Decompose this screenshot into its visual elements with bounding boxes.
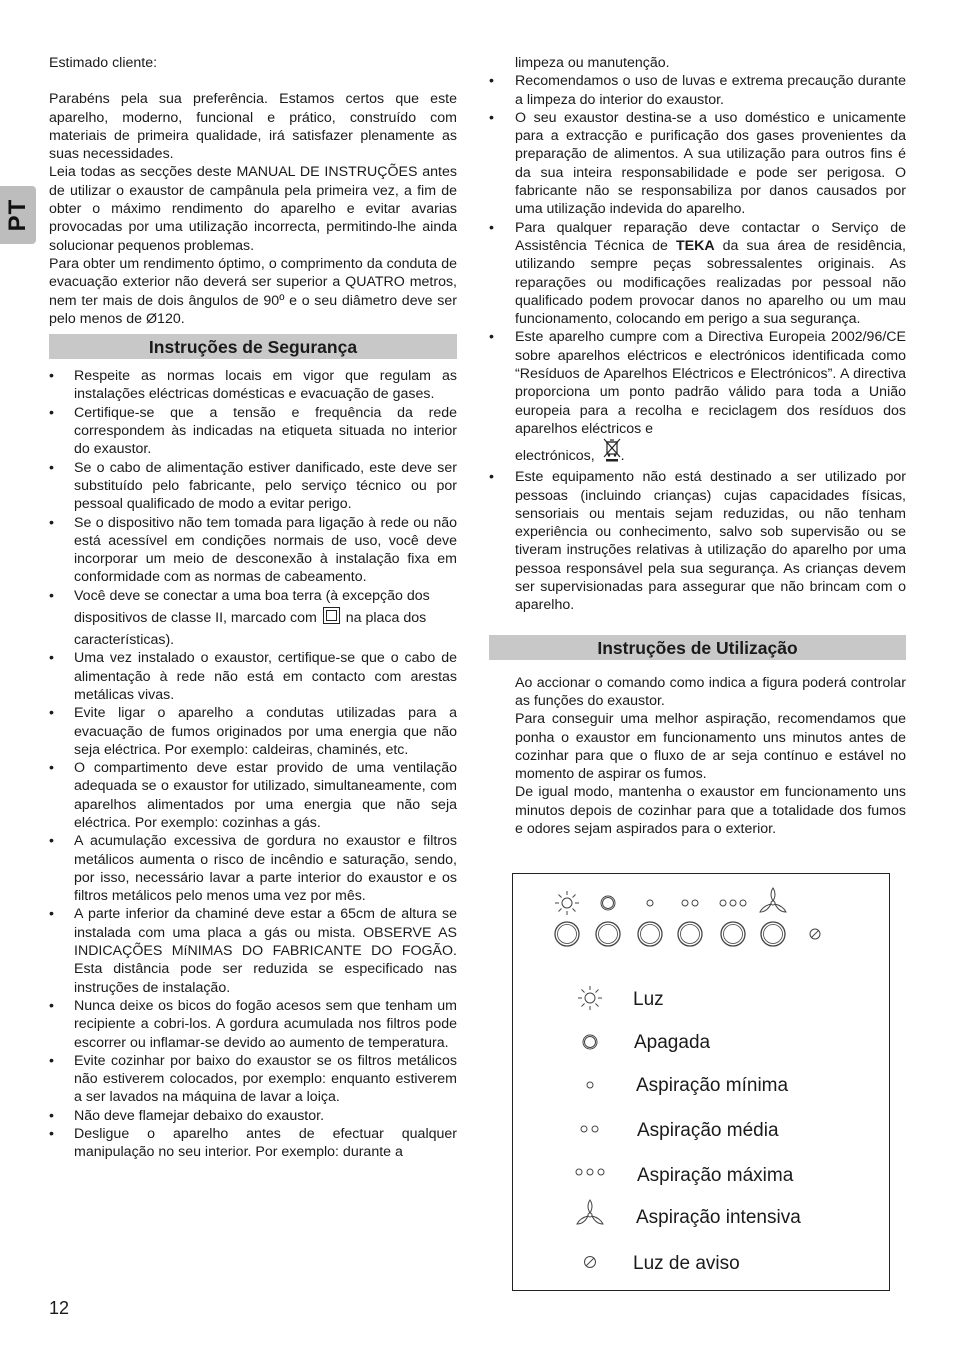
list-item: • Se o cabo de alimentação estiver danificado, este deve ser substituído pelo fabricante, pelo serviço técnico ou por pessoal qualificado de modo a evitar perigo.	[49, 459, 457, 514]
speed-3-button[interactable]	[721, 922, 745, 946]
speed-1-icon	[647, 900, 653, 906]
class-ii-text-2: dispositivos de classe II, marcado com	[74, 610, 317, 627]
list-item: • Uma vez instalado o exaustor, certifique-se que o cabo de alimentação à rede não está em contacto com arestas metálicas vivas.	[49, 649, 457, 704]
class-ii-double-square-icon	[323, 607, 340, 624]
page-number: 12	[49, 1298, 70, 1318]
intro-paragraph-2: Leia todas as secções deste MANUAL DE INSTRUÇÕES antes de utilizar o exaustor de campânula pela primeira vez, a fim de obter o máximo rendimento do aparelho e evitar avarias provocadas por uma utilização incorrecta, permitindo-lhe ainda solucionar pequenos problemas.	[49, 164, 457, 254]
language-tab-label: PT	[4, 198, 31, 232]
intro-paragraph-1: Parabéns pela sua preferência. Estamos certos que este aparelho, moderno, funcional e prático, construído com materiais de primeira qualidade, irá satisfazer plenamente as suas necessidades.	[49, 91, 457, 163]
list-item: • Não deve flamejar debaixo do exaustor.	[49, 1107, 457, 1125]
class-ii-text-1: Você deve se conectar a uma boa terra (à excepção dos	[74, 587, 430, 604]
speed-2-button[interactable]	[678, 922, 702, 946]
fan-icon	[760, 888, 786, 912]
legend-speed-3-icon	[576, 1169, 604, 1175]
weee-text-last: electrónicos,	[515, 448, 595, 465]
list-item: • Certifique-se que a tensão e frequência da rede correspondem às indicadas na etiqueta situada no interior do exaustor.	[49, 404, 457, 459]
left-column	[49, 54, 457, 1162]
legend-light-icon	[578, 986, 602, 1010]
speed-3-icon	[720, 900, 746, 906]
legend-label-max: Aspiração máxima	[637, 1165, 794, 1186]
list-item-class-ii	[49, 587, 457, 650]
light-button[interactable]	[555, 922, 579, 946]
control-panel-figure	[512, 873, 890, 1291]
usage-text	[489, 674, 906, 839]
weee-text: Este aparelho cumpre com a Directiva Europeia 2002/96/CE sobre aparelhos eléctricos e electrónicos identificada como “Resíduos de Aparelhos Eléctricos e Electrónicos”. A directiva proporciona um ponto padrão válido para toda a União europeia para a recolha e reciclagem dos resíduos dos aparelhos eléctricos e	[515, 329, 906, 437]
legend-fan-icon	[577, 1200, 603, 1224]
right-column	[489, 54, 906, 838]
legend-warning-light-icon	[585, 1257, 596, 1268]
class-ii-text-4: características).	[74, 632, 175, 649]
legend-label-off: Apagada	[634, 1032, 711, 1053]
continuation-text: limpeza ou manutenção.	[515, 55, 670, 71]
brand-name: TEKA	[675, 237, 715, 254]
legend-label-light: Luz	[633, 989, 664, 1010]
crossed-bin-icon	[603, 438, 621, 462]
safety-section-title: Instruções de Segurança	[49, 334, 457, 359]
off-button[interactable]	[596, 922, 620, 946]
safety-list-continued	[489, 72, 906, 614]
list-item: • O compartimento deve estar provido de uma ventilação adequada se o exaustor for utilizado, simultaneamente, com aparelhos alimentados por uma energia que não seja eléctrica. Por exemplo: cozinhas a gás.	[49, 759, 457, 832]
control-buttons-row	[555, 922, 820, 946]
list-item: • Evite ligar o aparelho a condutas utilizadas para a evacuação de fumos originados por uma energia que não seja eléctrica. Por exemplo: caldeiras, chaminés, etc.	[49, 704, 457, 759]
intensive-button[interactable]	[761, 922, 785, 946]
legend-label-medium: Aspiração média	[637, 1120, 779, 1141]
list-item: • A parte inferior da chaminé deve estar a 65cm de altura se instalada com uma placa a gás ou mista. OBSERVE AS INDICAÇÕES MíNIMAS DO FABRICANTE DO FOGÃO. Esta distância pode ser reduzida se especificado nas instruções de instalação.	[49, 905, 457, 996]
list-item: • Evite cozinhar por baixo do exaustor se os filtros metálicos não estiverem colocados, por exemplo: enquanto estiverem a ser lavados na máquina de lavar a loiça.	[49, 1052, 457, 1107]
list-item: • Recomendamos o uso de luvas e extrema precaução durante a limpeza do interior do exaustor.	[489, 72, 906, 109]
list-item: • Respeite as normas locais em vigor que regulam as instalações eléctricas domésticas e evacuação de gases.	[49, 367, 457, 404]
usage-section-title: Instruções de Utilização	[489, 635, 906, 660]
list-item: • Nunca deixe os bicos do fogão acesos sem que tenham um recipiente a cobri-los. A gordura acumulada nos filtros pode escorrer ou inflamar-se devido ao aumento de temperatura.	[49, 997, 457, 1052]
teka-text-before: Para qualquer reparação deve contactar o Serviço de Assistência Técnica de	[515, 219, 906, 254]
usage-paragraph-2: Para conseguir uma melhor aspiração, recomendamos que ponha o exaustor em funcionamento uns minutos antes de cozinhar para que o fluxo de ar seja contínuo e estável no momento de aspirar os fumos.	[515, 711, 906, 783]
list-item: • Este equipamento não está destinado a ser utilizado por pessoas (incluindo crianças) cujas capacidades físicas, sensoriais ou mentais sejam reduzidas, ou não tenham experiência ou conhecimento, salvo sob supervisão ou se tiveram instruções relativas à utilização do aparelho por uma pessoa responsável pela sua segurança. As crianças devem ser supervisionadas para assegurar que não brincam com o aparelho.	[489, 468, 906, 614]
usage-paragraph-3: De igual modo, mantenha o exaustor em funcionamento uns minutos depois de cozinhar para que a totalidade dos fumos e odores sejam aspirados para o exterior.	[515, 784, 906, 837]
off-icon	[601, 896, 615, 910]
list-item: • A acumulação excessiva de gordura no exaustor e filtros metálicos aumenta o risco de incêndio e saturação, sendo, por isso, necessário lavar a parte interior do exaustor e os filtros metálicos pelo menos uma vez por mês.	[49, 832, 457, 905]
list-item: • Se o dispositivo não tem tomada para ligação à rede ou não está acessível em condições normais de uso, você deve incorporar um meio de desconexão à instalação fixa em conformidade com as normas de cabeamento.	[49, 514, 457, 587]
speed-1-button[interactable]	[638, 922, 662, 946]
language-tab	[0, 186, 36, 244]
legend-speed-2-icon	[581, 1126, 598, 1132]
control-panel-drawing	[513, 874, 888, 1289]
list-item: • O seu exaustor destina-se a uso doméstico e unicamente para a extracção e purificação dos gases provenientes da preparação de alimentos. A sua utilização para outros fins é da sua inteira responsabilidade e pode ser perigosa. O fabricante não se responsabiliza por danos causados por uma utilização indevida do aparelho.	[489, 109, 906, 219]
legend-label-min: Aspiração mínima	[636, 1075, 789, 1096]
teka-text-after: da sua área de residência, utilizando sempre peças sobressalentes originais. As reparações ou modificações realizadas por pessoal não qualificado podem provocar danos no aparelho ou um mau funcionamento, colocando em perigo a sua segurança.	[515, 237, 906, 328]
list-item-teka	[489, 219, 906, 329]
greeting: Estimado cliente:	[49, 55, 158, 71]
legend-label-warning: Luz de aviso	[633, 1253, 740, 1274]
warning-light-icon	[810, 929, 820, 939]
speed-2-icon	[682, 900, 698, 906]
legend-off-icon	[583, 1035, 597, 1049]
class-ii-text-3: na placa dos	[345, 610, 427, 627]
legend-label-intensive: Aspiração intensiva	[636, 1207, 801, 1228]
weee-text-end: .	[620, 448, 625, 465]
usage-paragraph-1: Ao accionar o comando como indica a figura poderá controlar as funções do exaustor.	[515, 674, 906, 709]
list-item-weee	[489, 328, 906, 468]
light-icon	[555, 891, 579, 915]
legend-speed-1-icon	[587, 1082, 593, 1088]
intro-paragraph-3: Para obter um rendimento óptimo, o comprimento da conduta de evacuação exterior não deverá ser superior a QUATRO metros, nem ter mais de dois ângulos de 90º e o seu diâmetro deve ser pelo menos de Ø120.	[49, 255, 457, 327]
safety-list	[49, 367, 457, 1161]
list-item: • Desligue o aparelho antes de efectuar qualquer manipulação no seu interior. Por exemplo: durante a	[49, 1125, 457, 1162]
